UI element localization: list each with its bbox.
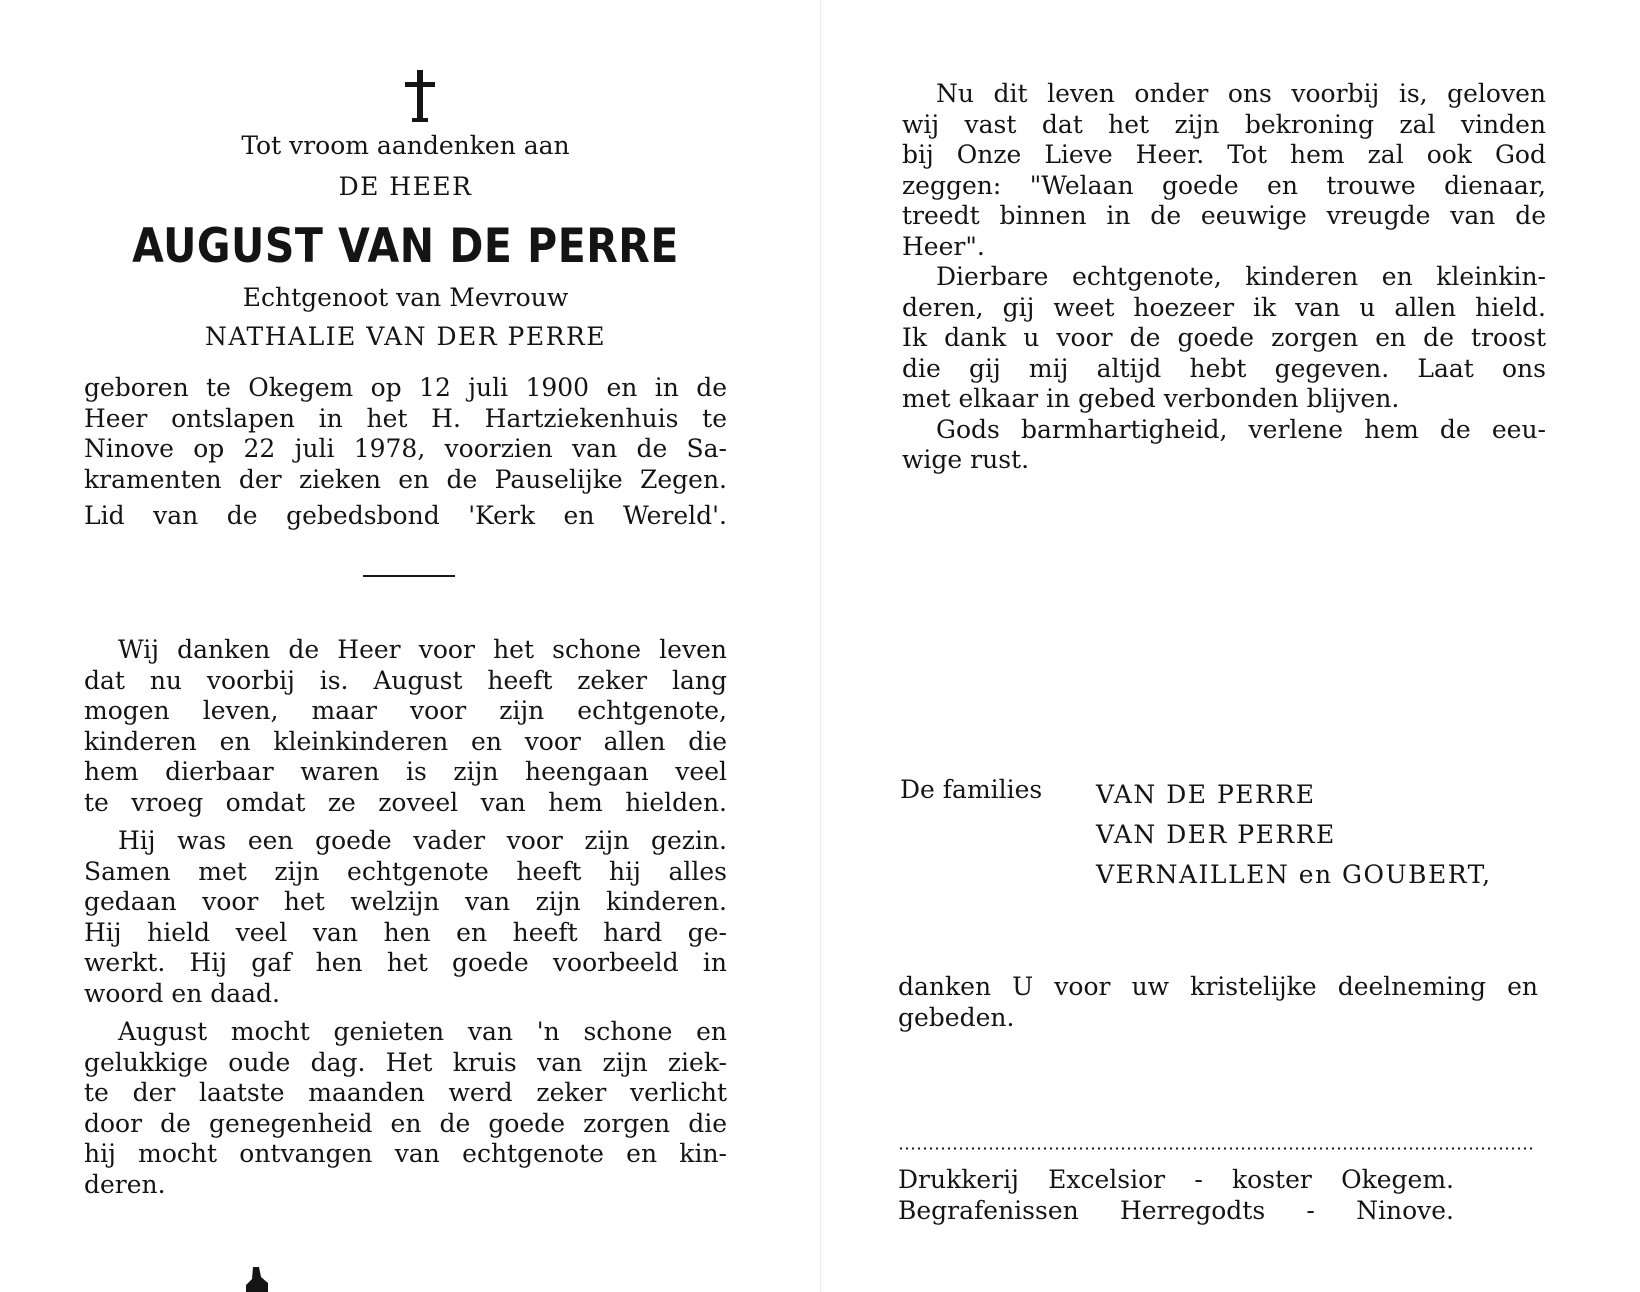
text-line: deren.: [84, 1169, 166, 1199]
text-line: die gij mij altijd hebt gegeven. Laat ons: [902, 353, 1546, 383]
text-line: Wij danken de Heer voor het schone leven: [118, 635, 727, 664]
paragraph: [84, 635, 727, 818]
text-line: werkt. Hij gaf hen het goede voorbeeld in: [84, 948, 727, 977]
family-name: VAN DE PERRE: [1096, 780, 1316, 809]
printer-line: Begrafenissen Herregodts - Ninove.: [898, 1196, 1454, 1225]
bio-line: Ninove op 22 juli 1978, voorzien van de Sa-: [84, 434, 727, 463]
bio-line: kramenten der zieken en de Pauselijke Zegen.: [84, 464, 727, 494]
text-line: gedaan voor het welzijn van zijn kinderen.: [84, 887, 727, 916]
cross-icon: [390, 68, 450, 124]
text-line: August mocht genieten van 'n schone en: [118, 1017, 727, 1046]
text-line: dat nu voorbij is. August heeft zeker lang: [84, 665, 727, 695]
text-line: bij Onze Lieve Heer. Tot hem zal ook God: [902, 140, 1546, 169]
paragraph: [902, 262, 1546, 415]
text-line: Heer".: [902, 231, 985, 261]
text-line: Hij was een goede vader voor zijn gezin.: [118, 826, 727, 855]
paragraph: [902, 79, 1546, 262]
text-line: zeggen: "Welaan goede en trouwe dienaar,: [902, 170, 1546, 200]
text-line: danken U voor uw kristelijke deelneming en: [898, 972, 1538, 1001]
title-text: DE HEER: [338, 172, 473, 201]
text-line: mogen leven, maar voor zijn echtgenote,: [84, 696, 727, 725]
membership-line: Lid van de gebedsbond 'Kerk en Wereld'.: [84, 501, 727, 530]
families-list: [1096, 775, 1492, 895]
printer-credits: [898, 1164, 1454, 1226]
printer-line: Drukkerij Excelsior - koster Okegem.: [898, 1165, 1454, 1194]
text-line: hij mocht ontvangen van echtgenote en kin-: [84, 1139, 727, 1168]
bio-line: geboren te Okegem op 12 juli 1900 en in de: [84, 373, 727, 402]
text-line: wige rust.: [902, 445, 1030, 474]
text-line: Samen met zijn echtgenote heeft hij alles: [84, 856, 727, 886]
paragraph: [84, 826, 727, 1009]
ink-blot-icon: [244, 1265, 270, 1292]
text-line: Ik dank u voor de goede zorgen en de troost: [902, 323, 1546, 352]
separator-rule: [363, 575, 455, 577]
text-line: door de genegenheid en de goede zorgen die: [84, 1108, 727, 1138]
family-name: VERNAILLEN en GOUBERT,: [1096, 860, 1492, 889]
text-line: gelukkige oude dag. Het kruis van zijn ziek-: [84, 1047, 727, 1077]
text-line: wij vast dat het zijn bekroning zal vinden: [902, 109, 1546, 139]
text-line: hem dierbaar waren is zijn heengaan veel: [84, 757, 727, 786]
right-text-block: [902, 79, 1546, 476]
text-line: Nu dit leven onder ons voorbij is, geloven: [936, 79, 1546, 108]
spouse-label: Echtgenoot van Mevrouw: [242, 283, 569, 312]
card-fold-line: [820, 0, 821, 1292]
deceased-name: AUGUST VAN DE PERRE: [132, 218, 679, 274]
text-line: kinderen en kleinkinderen en voor allen die: [84, 726, 727, 756]
paragraph: [902, 415, 1546, 476]
text-line: deren, gij weet hoezeer ik van u allen hield.: [902, 292, 1546, 322]
text-line: te vroeg omdat ze zoveel van hem hielden.: [84, 787, 727, 817]
text-line: Gods barmhartigheid, verlene hem de eeu-: [936, 414, 1546, 444]
text-line: gebeden.: [898, 1002, 1015, 1032]
bio-line: Heer ontslapen in het H. Hartziekenhuis te: [84, 403, 727, 433]
text-line: Dierbare echtgenote, kinderen en kleinkin-: [936, 262, 1546, 291]
paragraph: [84, 1017, 727, 1200]
bio-paragraph: [84, 373, 727, 532]
thanks-text: [898, 972, 1538, 1033]
text-line: Hij hield veel van hen en heeft hard ge-: [84, 917, 727, 947]
text-line: met elkaar in gebed verbonden blijven.: [902, 384, 1400, 413]
families-label: De families: [900, 775, 1043, 804]
dotted-divider: [898, 1147, 1534, 1150]
text-line: te der laatste maanden werd zeker verlicht: [84, 1078, 727, 1107]
text-line: woord en daad.: [84, 978, 281, 1008]
text-line: treedt binnen in de eeuwige vreugde van de: [902, 201, 1546, 230]
family-name: VAN DER PERRE: [1096, 820, 1336, 849]
spouse-name: NATHALIE VAN DER PERRE: [204, 322, 607, 351]
left-text-block: [84, 635, 727, 1200]
dedication-text: Tot vroom aandenken aan: [241, 131, 570, 160]
